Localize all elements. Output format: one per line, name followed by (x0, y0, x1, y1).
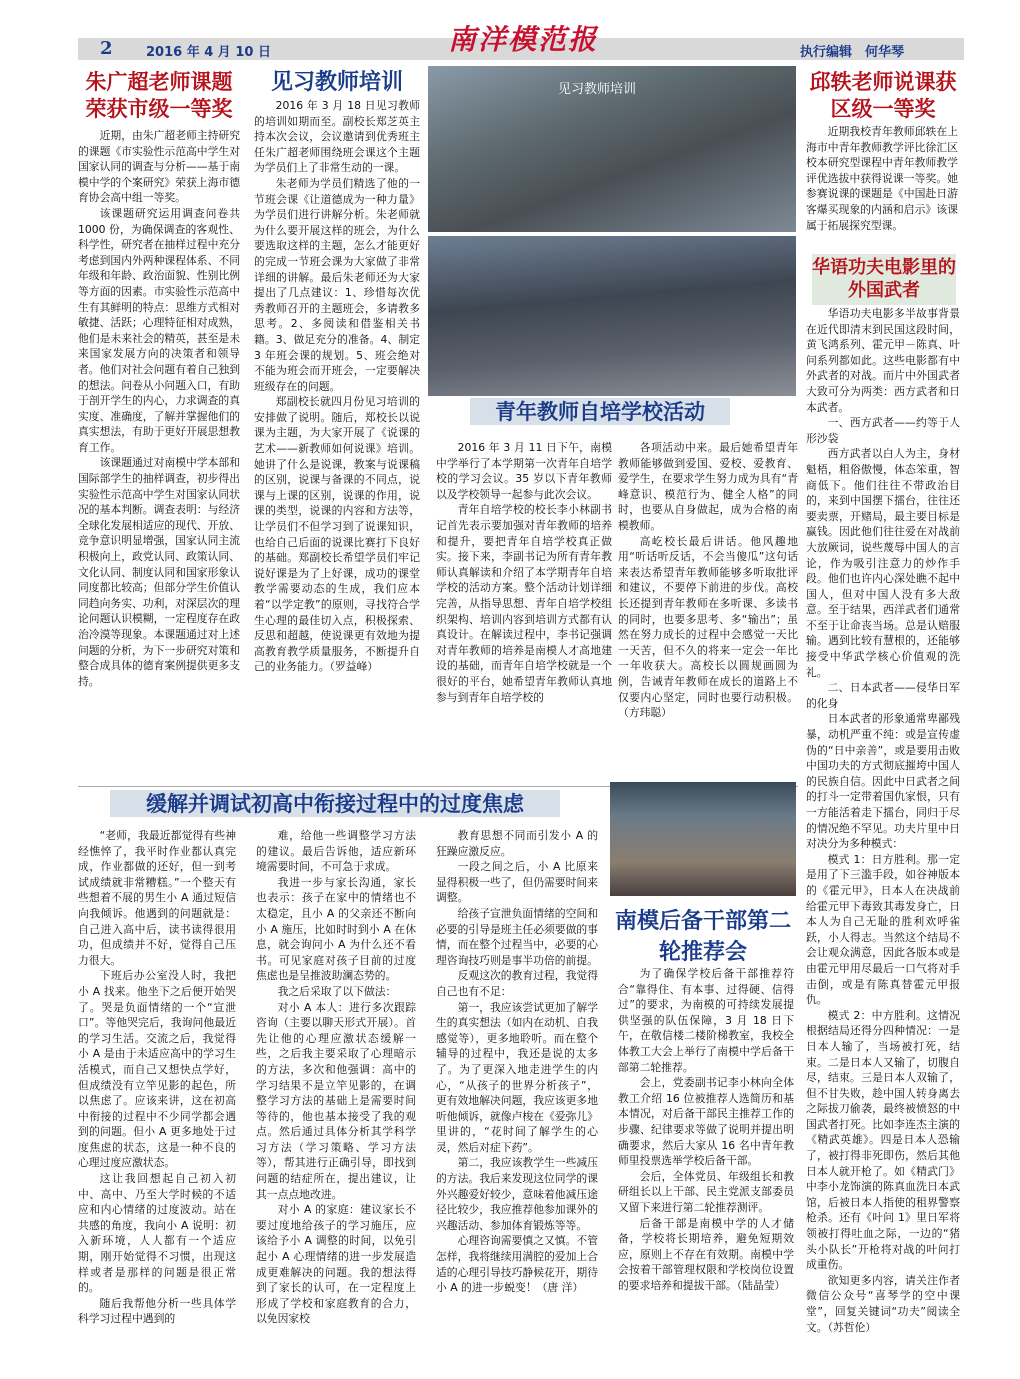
huanjie-col3: 教育思想不同而引发小 A 的狂躁应激反应。 一段之间之后，小 A 比原来显得积极一些了，但仍需要时间来调整。 给孩子宣泄负面情绪的空间和必要的引导是班主任必须要做的事情，而在整个过程当中，必要的心理咨询技巧则是事半功倍的前提。 反观这次的教育过程，我觉得自己也有不足： 第一，我应该尝试更加了解学生的真实想法（如内在动机、自我感觉等），更多地聆听。而在整个辅导的过程中，我还是说的太多了。为了更深入地走进学生的内心，“从孩子的世界分析孩子”，更有效地解决问题，我应该更多地听他倾诉，就像卢梭在《爱弥儿》里讲的，“花时间了解学生的心灵，然后对症下药”。 第二，我应该教学生一些减压的方法。我后来发现这位同学的课外兴趣爱好较少，意味着他减压途径比较少，我应推荐他参加课外的兴趣活动、参加体育锻炼等等。 心理咨询需要慎之又慎。不管怎样，我将继续用满腔的爱加上合适的心理引导技巧静候花开，期待小 A 的进一步蜕变！（唐 洋） (436, 829, 598, 1295)
photo-caption: 见习教师培训 (558, 82, 637, 97)
zhu-title: 朱广超老师课题荣获市级一等奖 (85, 69, 233, 122)
huanjie-title: 缓解并调试初高中衔接过程中的过度焦虑 (110, 790, 560, 817)
training-photo (428, 66, 796, 232)
huayu-body: 华语功夫电影多半故事背景在近代即清末到民国这段时间，黄飞鸿系列、霍元甲－陈真、叶问系列都如此。这些电影都有中外武者的对战。而片中外国武者大致可分为两类：西方武者和日本武者。 一、西方武者——约等于人形沙袋 西方武者以白人为主，身材魁梧，粗俗傲慢，体态笨重，智商低下。他们往往不带政治目的，来到中国摆下擂台，往往还要卖票，开赌局，最主要目标是赢钱。因此他们往往爱在对战前大放厥词，说些蔑辱中国人的言论，作为吸引注意力的炒作手段。他们也许内心深处瞧不起中国人，但对中国人没有多大敌意。至于结果，西洋武者们通常不至于让命丧当场。总是认赔服输。遇到比较有慧根的，还能够接受中华武学核心价值观的洗礼。 二、日本武者——侵华日军的化身 日本武者的形象通常卑鄙残暴，动机严重不纯：或是宣传虚伪的“日中亲善”，或是要用击败中国功夫的方式彻底摧垮中国人的民族自信。因此中日武者之间的打斗一定带着国仇家恨，只有一方能活着走下擂台，同归于尽的情况绝不罕见。功夫片里中日对决分为多种模式： 模式 1：日方胜利。那一定是用了下三滥手段，如谷神版本的《霍元甲》，日本人在决战前给霍元甲下毒致其毒发身亡，日本人为自己无耻的胜利欢呼雀跃，小人得志。当然这个结局不会让观众满意，因此各版本或是由霍元甲用尽最后一口气将对手击倒，或是有陈真替霍元甲报仇。 模式 2：中方胜利。这情况根据结局还得分四种情况：一是日本人输了，当场被打死，结束。二是日本人又输了，切腹自尽，结束。三是日本人双输了，但不甘失败，趁中国人转身离去之际拔刀偷袭，最终被愤怒的中国武者打死。比如李连杰主演的《精武英雄》。四是日本人恐输了，被打得非死即伤，然后其他日本人就开枪了。如《精武门》中李小龙饰演的陈真血洗日本武馆，后被日本人指使的租界警察枪杀。还有《叶问 1》里日军将领被打得吐血之际，一边的“猪头小队长”开枪将对战的叶问打成重伤。 欲知更多内容，请关注作者微信公众号“喜琴学的空中课堂”，回复关键词“功夫”阅读全文。（苏哲伦） (806, 307, 960, 1334)
executive-editor: 执行编辑 何华琴 (800, 45, 905, 60)
zhu-body: 近期，由朱广超老师主持研究的课题《市实验性示范高中学生对国家认同的调查与分析——基于南模中学的个案研究》荣获上海市德育协会高中组一等奖。 该课题研究运用调查问卷共 1000 份，为确保调查的客观性、科学性，研究者在抽样过程中充分考虑到国内外两种课程体系、不同年级和年龄、政治面貌、性别比例等方面的因素。市实验性示范高中生有其鲜明的特点：思维方式相对敏捷、活跃；心理特征相对成熟，他们是未来社会的精英，甚至是未来国家发展方向的决策者和领导者。他们对社会问题有着自己独到的想法。问卷从小问题入口，有助于剖开学生的内心，力求调查的真实度、准确度，了解并掌握他们的真实想法，有助于更好开展思想教育工作。 该课题通过对南模中学本部和国际部学生的抽样调查，初步得出实验性示范高中学生对国家认同状况的基本判断。调查表明：与经济全球化发展相适应的现代、开放、竞争意识明显增强，国家认同主流积极向上，政党认同、政策认同、文化认同、制度认同和国家形象认同度都比较高；但部分学生价值认同趋向务实、功利，对深层次的理论问题认识模糊，一定程度存在政治冷漠等现象。本课题通过对上述问题的分析，为下一步研究对策和整合成具体的德育案例提供更多支持。 (78, 129, 240, 688)
jianxi-body: 2016 年 3 月 18 日见习教师的培训如期而至。副校长郑芝英主持本次会议，会议邀请到优秀班主任朱广超老师围绕班会课这个主题为学员们上了非常生动的一课。 朱老师为学员们精选了他的一节班会课《让道德成为一种力量》为学员们进行讲解分析。朱老师就为什么要开展这样的班会，为什么要选取这样的主题，怎么才能更好的完成一节班会课为大家做了非常详细的讲解。最后朱老师还为大家提出了几点建议：1、珍惜每次优秀教师召开的主题班会，多请教多思考。2、多阅读和借鉴相关书籍。3、做足充分的准备。4、制定 3 年班会课的规划。5、班会绝对不能为班会而开班会，一定要解决班级存在的问题。 郑副校长就四月份见习培训的安排做了说明。随后，郑校长以说课为主题，为大家开展了《说课的艺术——新教师如何说课》培训。她讲了什么是说课，教案与说课稿的区别，说课与备课的不同点，说课与上课的区别，说课的作用，说课的类型，说课的内容和方法等，让学员们不但学习到了说课知识，也给自己后面的说课比赛打下良好的基础。郑副校长希望学员们牢记说好课是为了上好课，成功的课堂教学需要动态的生成，我们应本着“以学定教”的原则，寻找符合学生心理的最佳切入点，积极探索、反思和超越，使说课更有效地为提高教育教学质量服务，不断提升自己的业务能力。（罗益峰） (254, 99, 420, 674)
qingnian-col1: 2016 年 3 月 11 日下午，南模中学举行了本学期第一次青年自培学校的学习会议。35 岁以下青年教师以及学校领导一起参与此次会议。 青年自培学校的校长李小林副书记首先表示要加强对青年教师的培养和提升，要把青年自培学校真正做实。接下来，李副书记为所有青年教师认真解读和介绍了本学期青年自培学校的活动方案。整个活动计划详细完善，从指导思想、青年自培学校组织架构、培训内容到培训方式都有认真设计。在解读过程中，李书记强调对青年教师的培养是南模人才高地建设的基础，而青年自培学校就是一个很好的平台，她希望青年教师认真地参与到青年自培学校的 (436, 441, 612, 704)
jianxi-title: 见习教师培训 (270, 69, 403, 95)
qingnian-title: 青年教师自培学校活动 (470, 398, 730, 425)
qiu-title: 邱轶老师说课获区级一等奖 (809, 69, 957, 122)
houbei-title: 南模后备干部第二轮推荐会 (614, 908, 791, 965)
young-teachers-photo (428, 236, 796, 396)
meeting-photo (610, 782, 796, 896)
houbei-body: 为了确保学校后备干部推荐符合“靠得住、有本事、过得硬、信得过”的要求，为南模的可持续发展提供坚强的队伍保障，3 月 18 日下午，在敬信楼二楼阶梯教室，我校全体教工大会上举行了南模中学后备干部第二轮推荐。 会上，党委副书记李小林向全体教工介绍 16 位被推荐人选简历和基本情况，对后备干部民主推荐工作的步骤、纪律要求等做了说明并提出明确要求，然后大家从 16 名中青年教师里投票选举学校后备干部。 会后，全体党员、年级组长和教研组长以上干部、民主党派支部委员又留下来进行第二轮推荐测评。 后备干部是南模中学的人才储备，学校将长期培养，避免短期效应，原则上不存在有效期。南模中学会按着干部管理权限和学校岗位设置的要求培养和提拔干部。（陆晶莹） (618, 967, 794, 1292)
qingnian-col2: 各项活动中来。最后她希望青年教师能够做到爱国、爱校、爱教育、爱学生，在要求学生努力成为具有“青峰意识、模范行为、健全人格”的同时，也要从自身做起，成为合格的南模教师。 高屹校长最后讲话。他风趣地用“听话听反话，不会当傻瓜”这句话来表达希望青年教师能够多听取批评和建议，不要停下前进的步伐。高校长还提到青年教师在多听课、多读书的同时，也要多思考、多“输出”；虽然在努力成长的过程中会感觉一天比一天苦，但不久的将来一定会一年比一年收获大。高校长以圆规画圆为例，告诫青年教师在成长的道路上不仅要内心坚定，同时也要行动积极。（方玮聪） (618, 441, 798, 720)
qiu-body: 近期我校青年教师邱轶在上海市中青年教师教学评比徐汇区校本研究型课程中青年教师教学评优选拔中获得说课一等奖。她参赛说课的课题是《中国赴日游客爆买现象的内涵和启示》该课属于拓展探究型课。 (806, 125, 958, 232)
issue-date: 2016 年 4 月 10 日 (146, 45, 271, 60)
huanjie-col2: 难，给他一些调整学习方法的建议。最后告诉他，适应新环境需要时间，不可急于求成。 我进一步与家长沟通，家长也表示：孩子在家中的情绪也不太稳定，且小 A 的父亲还不断向小 A 施压，比如时时到小 A 在休息，就会询问小 A 为什么还不看书。可见家庭对孩子目前的过度焦虑也是呈推波助澜态势的。 我之后采取了以下做法： 对小 A 本人：进行多次跟踪咨询（主要以聊天形式开展）。首先让他的心理应激状态缓解一些，之后我主要采取了心理暗示的方法，多次和他强调：高中的学习结果不是立竿见影的，在调整学习方法的基础上是需要时间等待的，他也基本接受了我的观点。然后通过具体分析其学科学习方法（学习策略、学习方法等），帮其进行正确引导，即找到问题的结症所在，提出建议，让其一点点地改进。 对小 A 的家庭：建议家长不要过度地给孩子的学习施压，应该给予小 A 调整的时间，以免引起小 A 心理情绪的进一步发展造成更难解决的问题。我的想法得到了家长的认可，在一定程度上形成了学校和家庭教育的合力，以免因家校 (256, 829, 416, 1326)
masthead: 南洋模范报 (448, 23, 599, 56)
page-number: 2 (100, 38, 113, 59)
huayu-title: 华语功夫电影里的外国武者 (812, 254, 956, 305)
huanjie-col1: “老师，我最近都觉得有些神经憔悴了，我平时作业都认真完成，作业都做的还好，但一到考试成绩就非常糟糕。”一个整天有些想着不展的男生小 A 通过短信向我倾诉。他遇到的问题就是：自己进入高中后，读书读得很用功，但成绩并不好，觉得自己压力很大。 下班后办公室没人时，我把小 A 找来。他坐下之后便开始哭了。哭是负面情绪的一个“宣泄口”。等他哭完后，我询问他最近的学习生活。交流之后，我觉得小 A 是由于未适应高中的学习生活模式，而自己又想快点学好，但成绩没有立竿见影的起色，所以焦虑了。应该来讲，这在初高中衔接的过程中不少同学都会遇到的问题。但小 A 更多地处于过度焦虑的状态，这是一种不良的心理过度应激状态。 这让我回想起自己初入初中、高中、乃至大学时候的不适应和内心情绪的过度波动。站在共感的角度，我向小 A 说明：初入新环境，人人都有一个适应期，刚开始觉得不习惯，出现这样或者是那样的问题是很正常的。 随后我帮他分析一些具体学科学习过程中遇到的 (78, 829, 236, 1326)
